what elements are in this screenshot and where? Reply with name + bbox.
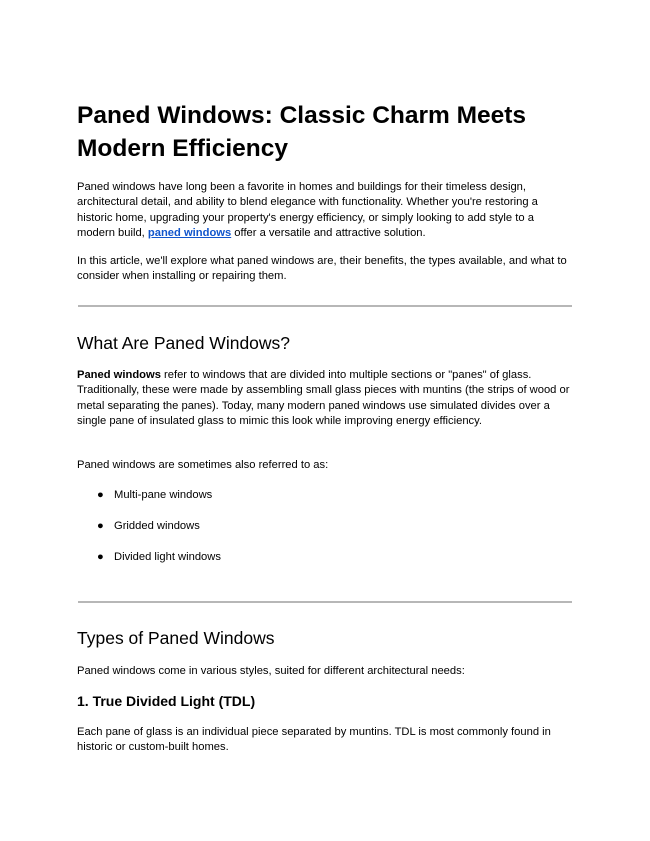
section-heading-what-are: What Are Paned Windows? <box>77 333 291 353</box>
list-item-text: Divided light windows <box>114 551 221 563</box>
tdl-paragraph: Each pane of glass is an individual piece separated by muntins. TDL is most commonly found in historic or custom-built homes. <box>77 726 551 754</box>
section-heading-types: Types of Paned Windows <box>77 628 275 648</box>
intro-text-after-link: offer a versatile and attractive solution. <box>231 226 426 239</box>
types-intro: Paned windows come in various styles, suited for different architectural needs: <box>77 665 465 677</box>
bullet-icon: ● <box>97 520 104 532</box>
paned-windows-link[interactable]: paned windows <box>147 226 232 239</box>
intro-text-before-link: Paned windows have long been a favorite in homes and buildings for their timeless design, architectural detail, and ability to blend elegance with functionality. Whether you're restoring a historic home, upgrading your property's energy efficiency, or simply looking to add style to a modern build, <box>77 181 538 239</box>
aka-intro: Paned windows are sometimes also referred to as: <box>77 459 329 471</box>
definition-term: Paned windows <box>77 369 161 381</box>
definition-text: refer to windows that are divided into multiple sections or "panes" of glass. Traditionally, these were made by assembling small glass pieces with muntins (the strips of wood or metal separating the panes). Today, many modern paned windows use simulated divides over a single pane of insulated glass to mimic this look while improving energy efficiency. <box>77 369 570 427</box>
definition-paragraph <box>77 368 573 429</box>
bullet-icon: ● <box>97 551 104 563</box>
section-divider <box>78 601 572 603</box>
list-item-text: Multi-pane windows <box>114 489 213 501</box>
subheading-tdl: 1. True Divided Light (TDL) <box>77 693 256 709</box>
page-title: Paned Windows: Classic Charm Meets Modern Efficiency <box>77 102 527 162</box>
section-divider <box>78 305 572 307</box>
intro-paragraph-2: In this article, we'll explore what paned windows are, their benefits, the types available, and what to consider when installing or repairing them. <box>77 255 567 283</box>
intro-paragraph <box>77 180 573 241</box>
list-item-text: Gridded windows <box>114 520 200 532</box>
bullet-icon: ● <box>97 489 104 501</box>
